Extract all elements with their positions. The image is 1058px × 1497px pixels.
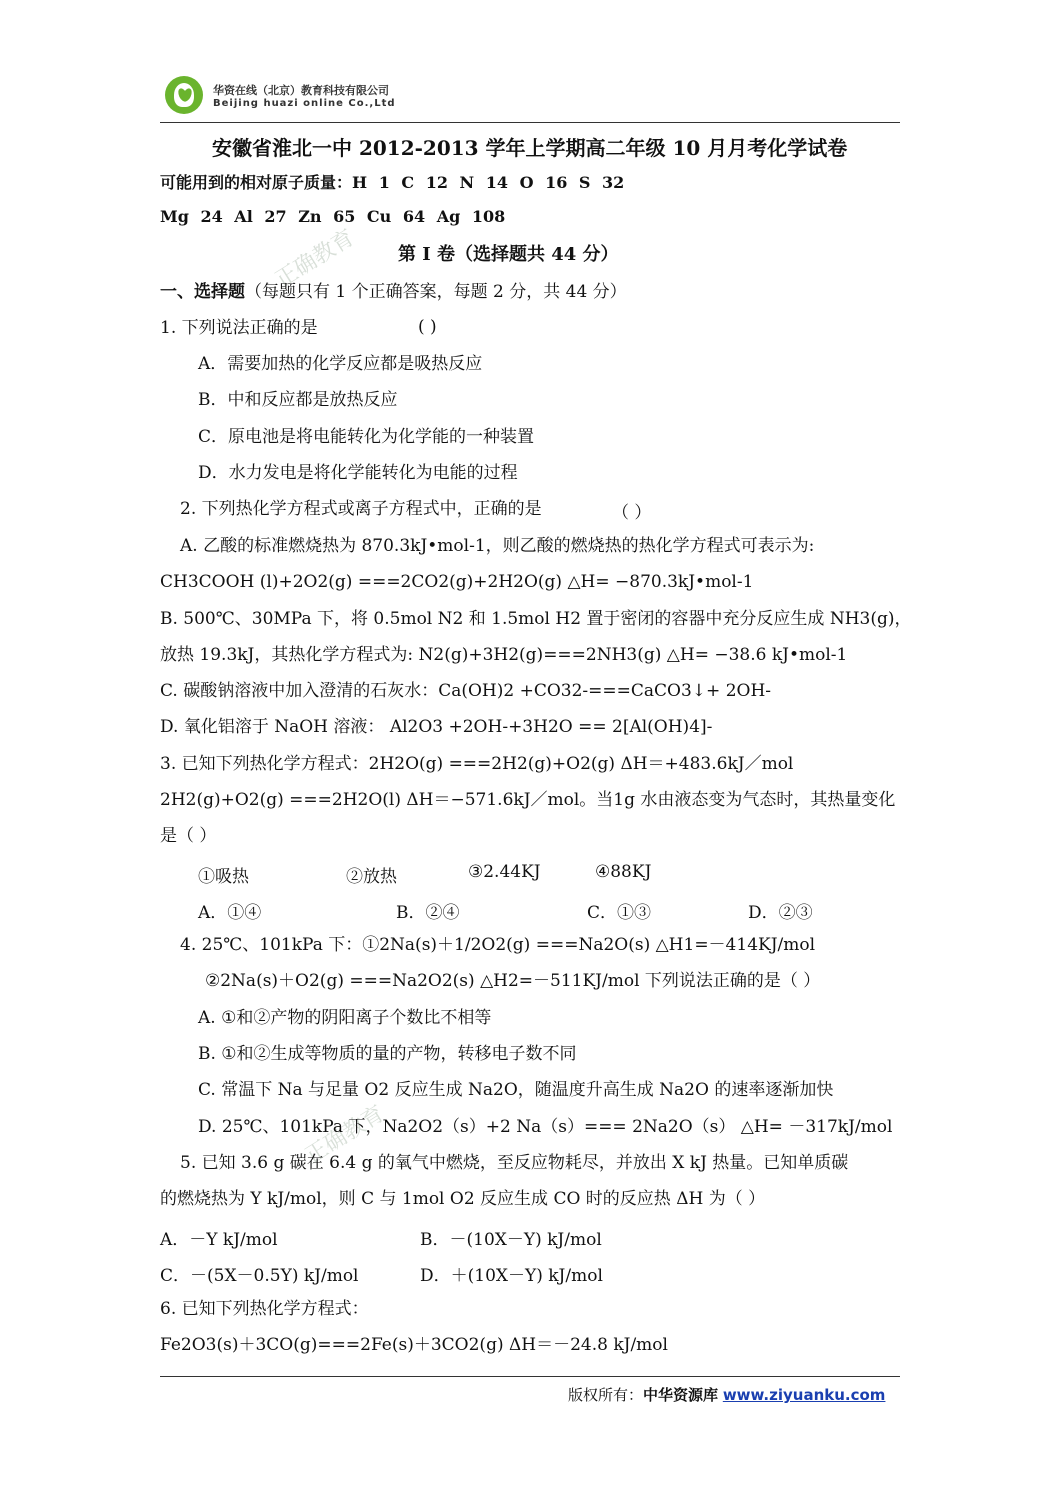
q4-option-c: C. 常温下 Na 与足量 O2 反应生成 Na2O，随温度升高生成 Na2O 的速率逐渐加快 xyxy=(198,1080,834,1100)
q4-stem-cont: ②2Na(s)＋O2(g) ===Na2O2(s) △H2=－511KJ/mol 下列说法正确的是（ ） xyxy=(205,971,821,991)
footer-url-link[interactable]: www.ziyuanku.com xyxy=(722,1386,886,1404)
q4-option-a: A. ①和②产物的阴阳离子个数比不相等 xyxy=(198,1008,492,1028)
q3-choice-3: ③2.44KJ xyxy=(468,862,541,882)
footer xyxy=(568,1384,885,1405)
watermark: 正确教育 xyxy=(301,1101,390,1170)
q3-stem-cont: 2H2(g)+O2(g) ===2H2O(l) ΔH＝−571.6kJ／mol。当1g 水由液态变为气态时，其热量变化 xyxy=(160,790,896,810)
exam-title: 安徽省淮北一中 2012-2013 学年上学期高二年级 10 月月考化学试卷 xyxy=(212,136,848,160)
atomic-mass-line-1: 可能用到的相对原子质量：H 1 C 12 N 14 O 16 S 32 xyxy=(160,173,625,192)
q5-stem-cont: 的燃烧热为 Y kJ/mol，则 C 与 1mol O2 反应生成 CO 时的反应热 ΔH 为（ ） xyxy=(160,1189,766,1209)
header-divider xyxy=(160,122,900,123)
q3-option-a: A．①④ xyxy=(198,903,262,923)
q1-option-c: C．原电池是将电能转化为化学能的一种装置 xyxy=(198,427,535,447)
q4-option-b: B. ①和②生成等物质的量的产物，转移电子数不同 xyxy=(198,1044,577,1064)
q5-option-d: D．＋(10X－Y) kJ/mol xyxy=(420,1266,603,1286)
q3-choice-2: ②放热 xyxy=(346,867,397,887)
q6-equation: Fe2O3(s)＋3CO(g)===2Fe(s)＋3CO2(g) ΔH＝－24.8 kJ/mol xyxy=(160,1335,668,1355)
section-title: 第 I 卷（选择题共 44 分） xyxy=(398,244,619,265)
q2-option-b: B. 500℃、30MPa 下，将 0.5mol N2 和 1.5mol H2 置于密闭的容器中充分反应生成 NH3(g)， xyxy=(160,609,912,629)
q2-option-d: D. 氧化铝溶于 NaOH 溶液： Al2O3 +2OH-+3H2O == 2[Al(OH)4]- xyxy=(160,717,713,737)
q1-option-d: D．水力发电是将化学能转化为电能的过程 xyxy=(198,463,518,483)
footer-label: 版权所有： xyxy=(568,1386,644,1404)
atomic-mass-line-2: Mg 24 Al 27 Zn 65 Cu 64 Ag 108 xyxy=(160,207,506,226)
q2-stem: 2. 下列热化学方程式或离子方程式中，正确的是 xyxy=(180,499,542,519)
q3-choice-1: ①吸热 xyxy=(198,867,249,887)
footer-site-name: 中华资源库 xyxy=(643,1386,719,1404)
q6-stem: 6. 已知下列热化学方程式： xyxy=(160,1299,369,1319)
q2-option-b-cont: 放热 19.3kJ，其热化学方程式为: N2(g)+3H2(g)===2NH3(g) △H= −38.6 kJ•mol-1 xyxy=(160,645,848,665)
company-name-en: Beijing huazi online Co.,Ltd xyxy=(213,98,396,109)
q3-stem: 3. 已知下列热化学方程式：2H2O(g) ===2H2(g)+O2(g) ΔH＝+483.6kJ／mol xyxy=(160,754,794,774)
company-name-cn: 华资在线（北京）教育科技有限公司 xyxy=(213,84,389,97)
q2-option-a-equation: CH3COOH (l)+2O2(g) ===2CO2(g)+2H2O(g) △H= −870.3kJ•mol-1 xyxy=(160,572,754,592)
q5-option-b: B．－(10X－Y) kJ/mol xyxy=(420,1230,602,1250)
q1-option-a: A．需要加热的化学反应都是吸热反应 xyxy=(198,354,483,374)
part-heading-note: （每题只有 1 个正确答案，每题 2 分，共 44 分） xyxy=(245,282,627,302)
company-logo xyxy=(165,76,203,114)
q4-stem: 4. 25℃、101kPa 下：①2Na(s)＋1/2O2(g) ===Na2O(s) △H1=－414KJ/mol xyxy=(180,935,816,955)
q1-answer-blank: ( ) xyxy=(418,317,437,337)
q2-option-a: A. 乙酸的标准燃烧热为 870.3kJ•mol-1，则乙酸的燃烧热的热化学方程式可表示为: xyxy=(180,536,815,556)
q1-stem: 1. 下列说法正确的是 xyxy=(160,318,318,338)
q3-option-d: D．②③ xyxy=(748,903,813,923)
q5-option-a: A．－Y kJ/mol xyxy=(160,1230,278,1250)
q5-option-c: C．－(5X－0.5Y) kJ/mol xyxy=(160,1266,359,1286)
q3-choice-4: ④88KJ xyxy=(595,862,652,882)
q1-option-b: B．中和反应都是放热反应 xyxy=(198,390,398,410)
q3-option-b: B．②④ xyxy=(396,903,460,923)
part-heading-label: 一、选择题 xyxy=(160,282,245,302)
watermark: 正确教育 xyxy=(271,225,360,294)
q2-option-c: C. 碳酸钠溶液中加入澄清的石灰水：Ca(OH)2 +CO32-===CaCO3↓+ 2OH- xyxy=(160,681,772,701)
q3-option-c: C．①③ xyxy=(587,903,652,923)
q4-option-d: D. 25℃、101kPa 下，Na2O2（s）+2 Na（s）=== 2Na2O（s） △H= －317kJ/mol xyxy=(198,1117,893,1137)
q3-stem-end: 是（ ） xyxy=(160,826,217,846)
q2-answer-blank: （ ） xyxy=(612,503,652,523)
footer-divider xyxy=(160,1376,900,1377)
q5-stem: 5. 已知 3.6 g 碳在 6.4 g 的氧气中燃烧，至反应物耗尽，并放出 X kJ 热量。已知单质碳 xyxy=(180,1153,849,1173)
part-heading xyxy=(160,281,627,303)
